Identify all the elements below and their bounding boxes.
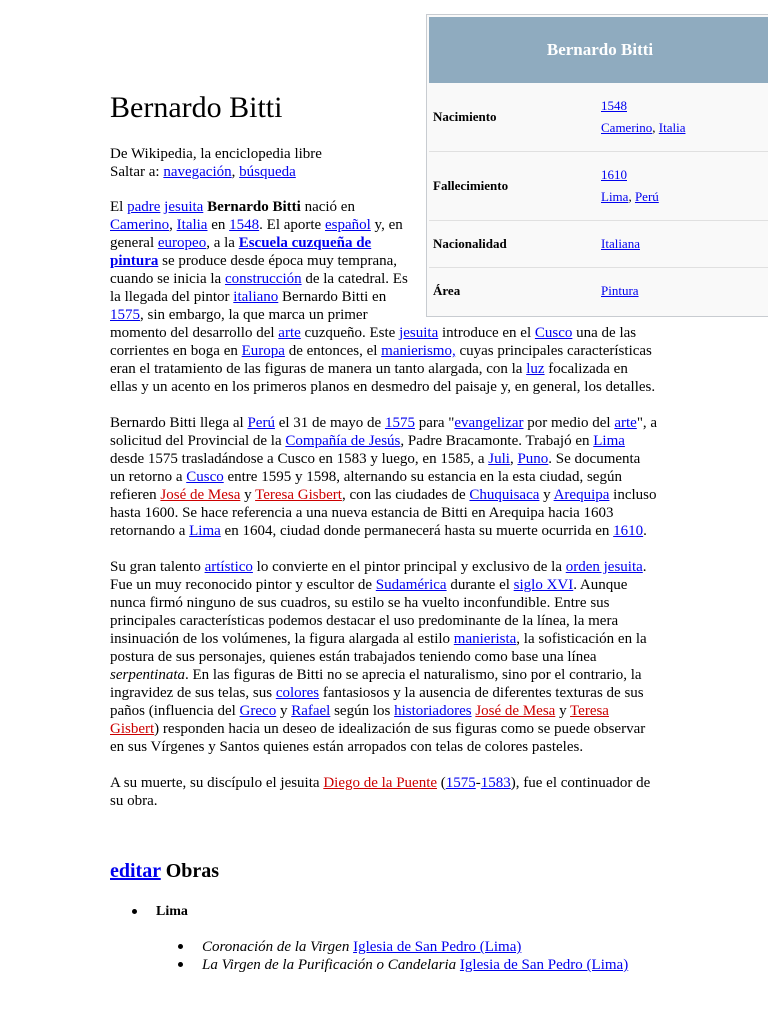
link-peru[interactable]: Perú [247, 415, 275, 431]
jump-links [110, 163, 296, 181]
link-diego-de-la-puente[interactable]: Diego de la Puente [323, 775, 438, 791]
link-siglo-xvi[interactable]: siglo XVI [513, 577, 574, 593]
death-city-link[interactable]: Lima [601, 189, 629, 204]
link-historiadores[interactable]: historiadores [394, 703, 472, 719]
link-1610[interactable]: 1610 [613, 523, 644, 539]
link-italia[interactable]: Italia [176, 217, 208, 233]
list-item [178, 956, 628, 974]
jump-search-link[interactable]: búsqueda [239, 164, 296, 180]
birth-city-link[interactable]: Camerino [601, 120, 653, 135]
link-cusco[interactable]: Cusco [186, 469, 224, 485]
link-colores[interactable]: colores [275, 685, 320, 701]
infobox-label: Nacionalidad [433, 236, 507, 251]
paragraph-successor: A su muerte, su discípulo el jesuita Diego de la Puente (1575-1583), fue el continuador de su obra. [110, 775, 651, 809]
link-padre[interactable]: padre [127, 199, 161, 215]
link-artistico[interactable]: artístico [204, 559, 253, 575]
link-construccion[interactable]: construcción [224, 271, 302, 287]
link-1575[interactable]: 1575 [445, 775, 476, 791]
infobox-label: Nacimiento [433, 109, 497, 124]
subject-name: Bernardo Bitti [207, 199, 301, 215]
birth-country-link[interactable]: Italia [658, 120, 686, 135]
infobox-row-death [429, 152, 768, 221]
bullet-icon [178, 944, 183, 949]
link-arte[interactable]: arte [614, 415, 637, 431]
infobox-heading: Bernardo Bitti [429, 17, 768, 83]
link-orden-jesuita[interactable]: orden jesuita [565, 559, 643, 575]
link-jesuita[interactable]: jesuita [399, 325, 439, 341]
infobox-label: Área [433, 283, 461, 298]
link-espanol[interactable]: español [324, 217, 371, 233]
link-lima[interactable]: Lima [593, 433, 625, 449]
section-title: Obras [160, 860, 220, 882]
infobox-table [429, 83, 768, 314]
link-europeo[interactable]: europeo [157, 235, 207, 251]
jump-navigation-link[interactable]: navegación [163, 164, 232, 180]
section-heading-obras [110, 856, 219, 886]
link-arequipa[interactable]: Arequipa [553, 487, 610, 503]
link-jose-de-mesa[interactable]: José de Mesa [475, 703, 556, 719]
bullet-icon [178, 962, 183, 967]
link-jesuita[interactable]: jesuita [164, 199, 204, 215]
work-place-link[interactable]: Iglesia de San Pedro (Lima) [353, 939, 522, 955]
infobox-row-area [429, 268, 768, 314]
paragraph-intro: El padre jesuita Bernardo Bitti nació en Camerino, Italia en 1548. El aporte español y, en general europeo, a la Escuela cuzqueña de pintura se produce desde época muy temprana, cuando se inicia la construcción de la catedral. Es la llegada del pintor italiano Bernardo Bitti en 1575, sin embargo, la que marca un primer momento del desarrollo del arte cuzqueño. Este jesuita introduce en el Cusco una de las corrientes en boga en Europa de entonces, el manierismo, cuyas principales características eran el tratamiento de las figuras de manera un tanto alargada, con la luz focalizada en ellas y un acento en los primeros planos en desmedro del paisaje y, en general, los detalles. [110, 199, 656, 395]
link-1583[interactable]: 1583 [480, 775, 511, 791]
site-subtitle: De Wikipedia, la enciclopedia libre [110, 146, 322, 162]
link-jose-de-mesa[interactable]: José de Mesa [160, 487, 241, 503]
infobox-value: 1610 Lima, Perú [601, 167, 659, 204]
bullet-icon [132, 909, 137, 914]
death-country-link[interactable]: Perú [634, 189, 659, 204]
paragraph-style: Su gran talento artístico lo convierte en el pintor principal y exclusivo de la orden jesuita. Fue un muy reconocido pintor y escultor de Sudamérica durante el siglo XVI. Aunque nunca firmó ninguno de sus cuadros, su estilo se ha vuelto inconfundible. Entre sus principales características podemos destacar el uso predominante de la línea, la mera insinuación de los volúmenes, la figura alargada al estilo manierista, la sofisticación en la postura de sus personajes, quienes están trabajados teniendo como base una línea serpentinata. En las figuras de Bitti no se aprecia el naturalismo, sino por el contrario, la ingravidez de sus telas, sus colores fantasiosos y la ausencia de diferentes texturas de sus paños (influencia del Greco y Rafael según los historiadores José de Mesa y Teresa Gisbert) responden hacia un deseo de idealización de sus figuras como se puede observar en sus Vírgenes y Santos quienes están arropados con telas de colores pasteles. [110, 559, 647, 755]
link-manierismo[interactable]: manierismo, [381, 343, 456, 359]
infobox-label: Fallecimiento [433, 178, 509, 193]
italic-term: serpentinata [110, 667, 185, 683]
work-title: La Virgen de la Purificación o Candelaria [202, 957, 457, 973]
works-city-list [132, 903, 188, 921]
birth-year-link[interactable]: 1548 [601, 98, 627, 113]
link-luz[interactable]: luz [526, 361, 545, 377]
link-puno[interactable]: Puno [517, 451, 549, 467]
area-link[interactable]: Pintura [601, 283, 639, 298]
link-teresa-gisbert[interactable]: Teresa Gisbert [110, 703, 609, 737]
jump-prefix: Saltar a: [110, 164, 164, 180]
link-italiano[interactable]: italiano [233, 289, 279, 305]
link-greco[interactable]: Greco [239, 703, 277, 719]
infobox-value: 1548 Camerino, Italia [601, 98, 686, 135]
death-year-link[interactable]: 1610 [601, 167, 627, 182]
link-teresa-gisbert[interactable]: Teresa Gisbert [255, 487, 342, 503]
link-cusco[interactable]: Cusco [534, 325, 573, 341]
list-item [178, 938, 628, 956]
infobox-value [597, 221, 768, 268]
infobox-row-nationality [429, 221, 768, 268]
link-camerino[interactable]: Camerino [110, 217, 170, 233]
link-1575[interactable]: 1575 [384, 415, 415, 431]
link-manierista[interactable]: manierista [453, 631, 517, 647]
link-evangelizar[interactable]: evangelizar [454, 415, 524, 431]
link-sudamerica[interactable]: Sudamérica [375, 577, 447, 593]
infobox [426, 14, 768, 317]
link-europa[interactable]: Europa [241, 343, 285, 359]
list-item [132, 903, 188, 921]
infobox-value [597, 268, 768, 314]
work-title: Coronación de la Virgen [202, 939, 350, 955]
jump-separator: , [231, 164, 240, 180]
link-juli[interactable]: Juli [488, 451, 510, 467]
nationality-link[interactable]: Italiana [601, 236, 640, 251]
link-lima[interactable]: Lima [189, 523, 221, 539]
work-place-link[interactable]: Iglesia de San Pedro (Lima) [459, 957, 629, 973]
link-1575[interactable]: 1575 [110, 307, 140, 323]
link-chuquisaca[interactable]: Chuquisaca [469, 487, 540, 503]
link-compania-de-jesus[interactable]: Compañía de Jesús [285, 433, 401, 449]
infobox-row-birth [429, 83, 768, 152]
link-escuela-cuzquena[interactable]: Escuela cuzqueña de pintura [110, 235, 372, 269]
works-city: Lima [156, 904, 188, 919]
works-list [178, 938, 628, 974]
paragraph-arrival: Bernardo Bitti llega al Perú el 31 de mayo de 1575 para "evangelizar por medio del arte", a solicitud del Provincial de la Compañía de Jesús, Padre Bracamonte. Trabajó en Lima desde 1575 trasladándose a Cusco en 1583 y luego, en 1585, a Juli, Puno. Se documenta un retorno a Cusco entre 1595 y 1598, alternando su estancia en la esta ciudad, según refieren José de Mesa y Teresa Gisbert, con las ciudades de Chuquisaca y Arequipa incluso hasta 1600. Se hace referencia a una nueva estancia de Bitti en Arequipa hacia 1603 retornando a Lima en 1604, ciudad donde permanecerá hasta su muerte ocurrida en 1610. [110, 415, 658, 539]
link-arte[interactable]: arte [278, 325, 301, 341]
link-1548[interactable]: 1548 [229, 217, 260, 233]
link-rafael[interactable]: Rafael [291, 703, 331, 719]
edit-section-link[interactable]: editar [110, 860, 161, 882]
page-title: Bernardo Bitti [110, 91, 283, 124]
